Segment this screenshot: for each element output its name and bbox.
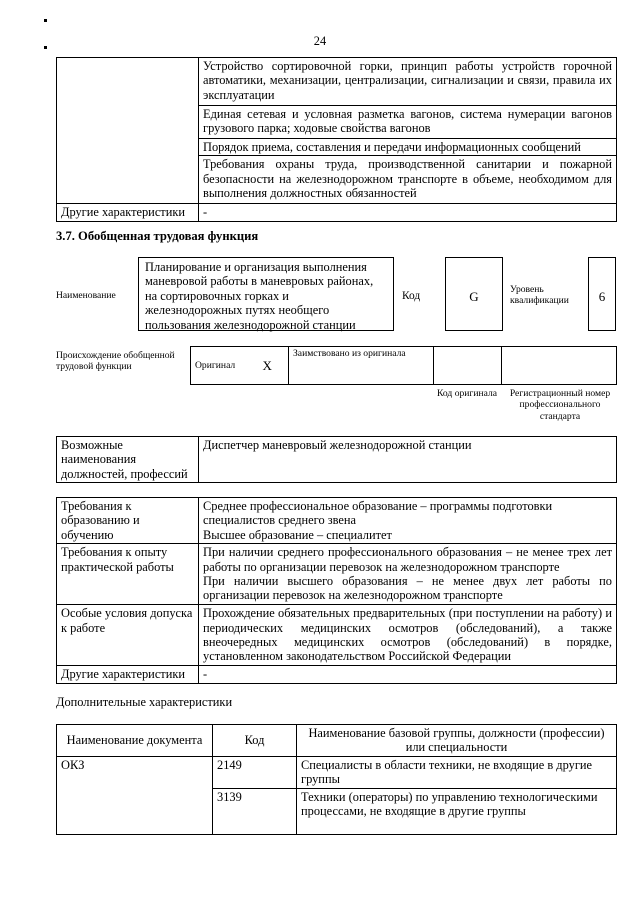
origin-label: Происхождение обобщенной трудовой функции xyxy=(56,350,175,373)
header-code: Код xyxy=(213,725,297,757)
group-name-cell: Специалисты в области техники, не входящие в другие группы xyxy=(297,756,617,788)
doc-name-cell: ОКЗ xyxy=(57,756,213,834)
requirement-line: При наличии высшего образования – не менее двух лет работы по организации перевозок на железнодорожном транспорте xyxy=(203,574,612,603)
positions-label: Возможные наименования должностей, профессий xyxy=(57,437,199,483)
function-code: G xyxy=(445,257,503,331)
experience-value xyxy=(199,544,617,605)
page-number: 24 xyxy=(313,34,327,48)
origin-table xyxy=(190,346,617,385)
empty-label-cell xyxy=(57,58,199,204)
knowledge-row: Порядок приема, составления и передачи информационных сообщений xyxy=(199,139,617,156)
requirement-line: Среднее профессиональное образование – программы подготовки специалистов среднего звена xyxy=(203,499,553,528)
additional-title: Дополнительные характеристики xyxy=(56,695,233,709)
code-label: Код xyxy=(402,290,421,302)
requirement-line: При наличии среднего профессионального образования – не менее трех лет работы по организации перевозок на железнодорожном транспорте xyxy=(203,545,612,574)
positions-table xyxy=(56,436,617,483)
other-characteristics-label: Другие характеристики xyxy=(57,666,199,683)
header-group-name: Наименование базовой группы, должности (профессии) или специальности xyxy=(297,725,617,757)
knowledge-table xyxy=(56,57,617,222)
education-label: Требования к образованию и обучению xyxy=(57,498,199,544)
requirements-table xyxy=(56,497,617,684)
registration-number-cell xyxy=(502,347,617,385)
origin-code-caption: Код оригинала xyxy=(436,388,498,399)
other-characteristics-value: - xyxy=(199,204,617,221)
additional-table xyxy=(56,724,617,835)
origin-code-cell xyxy=(434,347,502,385)
special-conditions-value: Прохождение обязательных предварительных (при поступлении на работу) и периодических медицинских осмотров (обследований), а также внеочередных медицинских осмотров (обследований) в порядке, установленном законодательством Российской Федерации xyxy=(199,605,617,666)
code-cell: 2149 xyxy=(213,756,297,788)
original-label: Оригинал xyxy=(191,347,259,385)
requirement-line: Высшее образование – специалитет xyxy=(203,527,392,542)
scan-mark xyxy=(44,19,47,22)
original-mark: X xyxy=(259,347,289,385)
knowledge-row: Устройство сортировочной горки, принцип работы устройств горочной автоматики, механизации, централизации, сигнализации и связи, правила их эксплуатации xyxy=(199,58,617,106)
header-document: Наименование документа xyxy=(57,725,213,757)
experience-label: Требования к опыту практической работы xyxy=(57,544,199,605)
level-label: Уровень квалификации xyxy=(510,284,569,307)
section-title: 3.7. Обобщенная трудовая функция xyxy=(56,229,259,243)
knowledge-row: Единая сетевая и условная разметка вагонов, система нумерации вагонов грузового парка; ходовые свойства вагонов xyxy=(199,106,617,139)
positions-value: Диспетчер маневровый железнодорожной станции xyxy=(199,437,617,483)
borrowed-label: Заимствовано из оригинала xyxy=(289,347,434,385)
other-characteristics-value: - xyxy=(199,666,617,683)
education-value xyxy=(199,498,617,544)
function-name: Планирование и организация выполнения маневровой работы в маневровых районах, на сортировочных горках и железнодорожных путях необщего пользования железнодорожной станции xyxy=(138,257,394,331)
other-characteristics-label: Другие характеристики xyxy=(57,204,199,221)
knowledge-row: Требования охраны труда, производственной санитарии и пожарной безопасности на железнодорожном транспорте в объеме, необходимом для выполнения должностных обязанностей xyxy=(199,156,617,204)
special-conditions-label: Особые условия допуска к работе xyxy=(57,605,199,666)
group-name-cell: Техники (операторы) по управлению технологическими процессами, не входящие в другие группы xyxy=(297,788,617,834)
registration-caption: Регистрационный номер профессионального стандарта xyxy=(509,388,611,422)
qualification-level: 6 xyxy=(588,257,616,331)
code-cell: 3139 xyxy=(213,788,297,834)
name-label: Наименование xyxy=(56,290,116,301)
